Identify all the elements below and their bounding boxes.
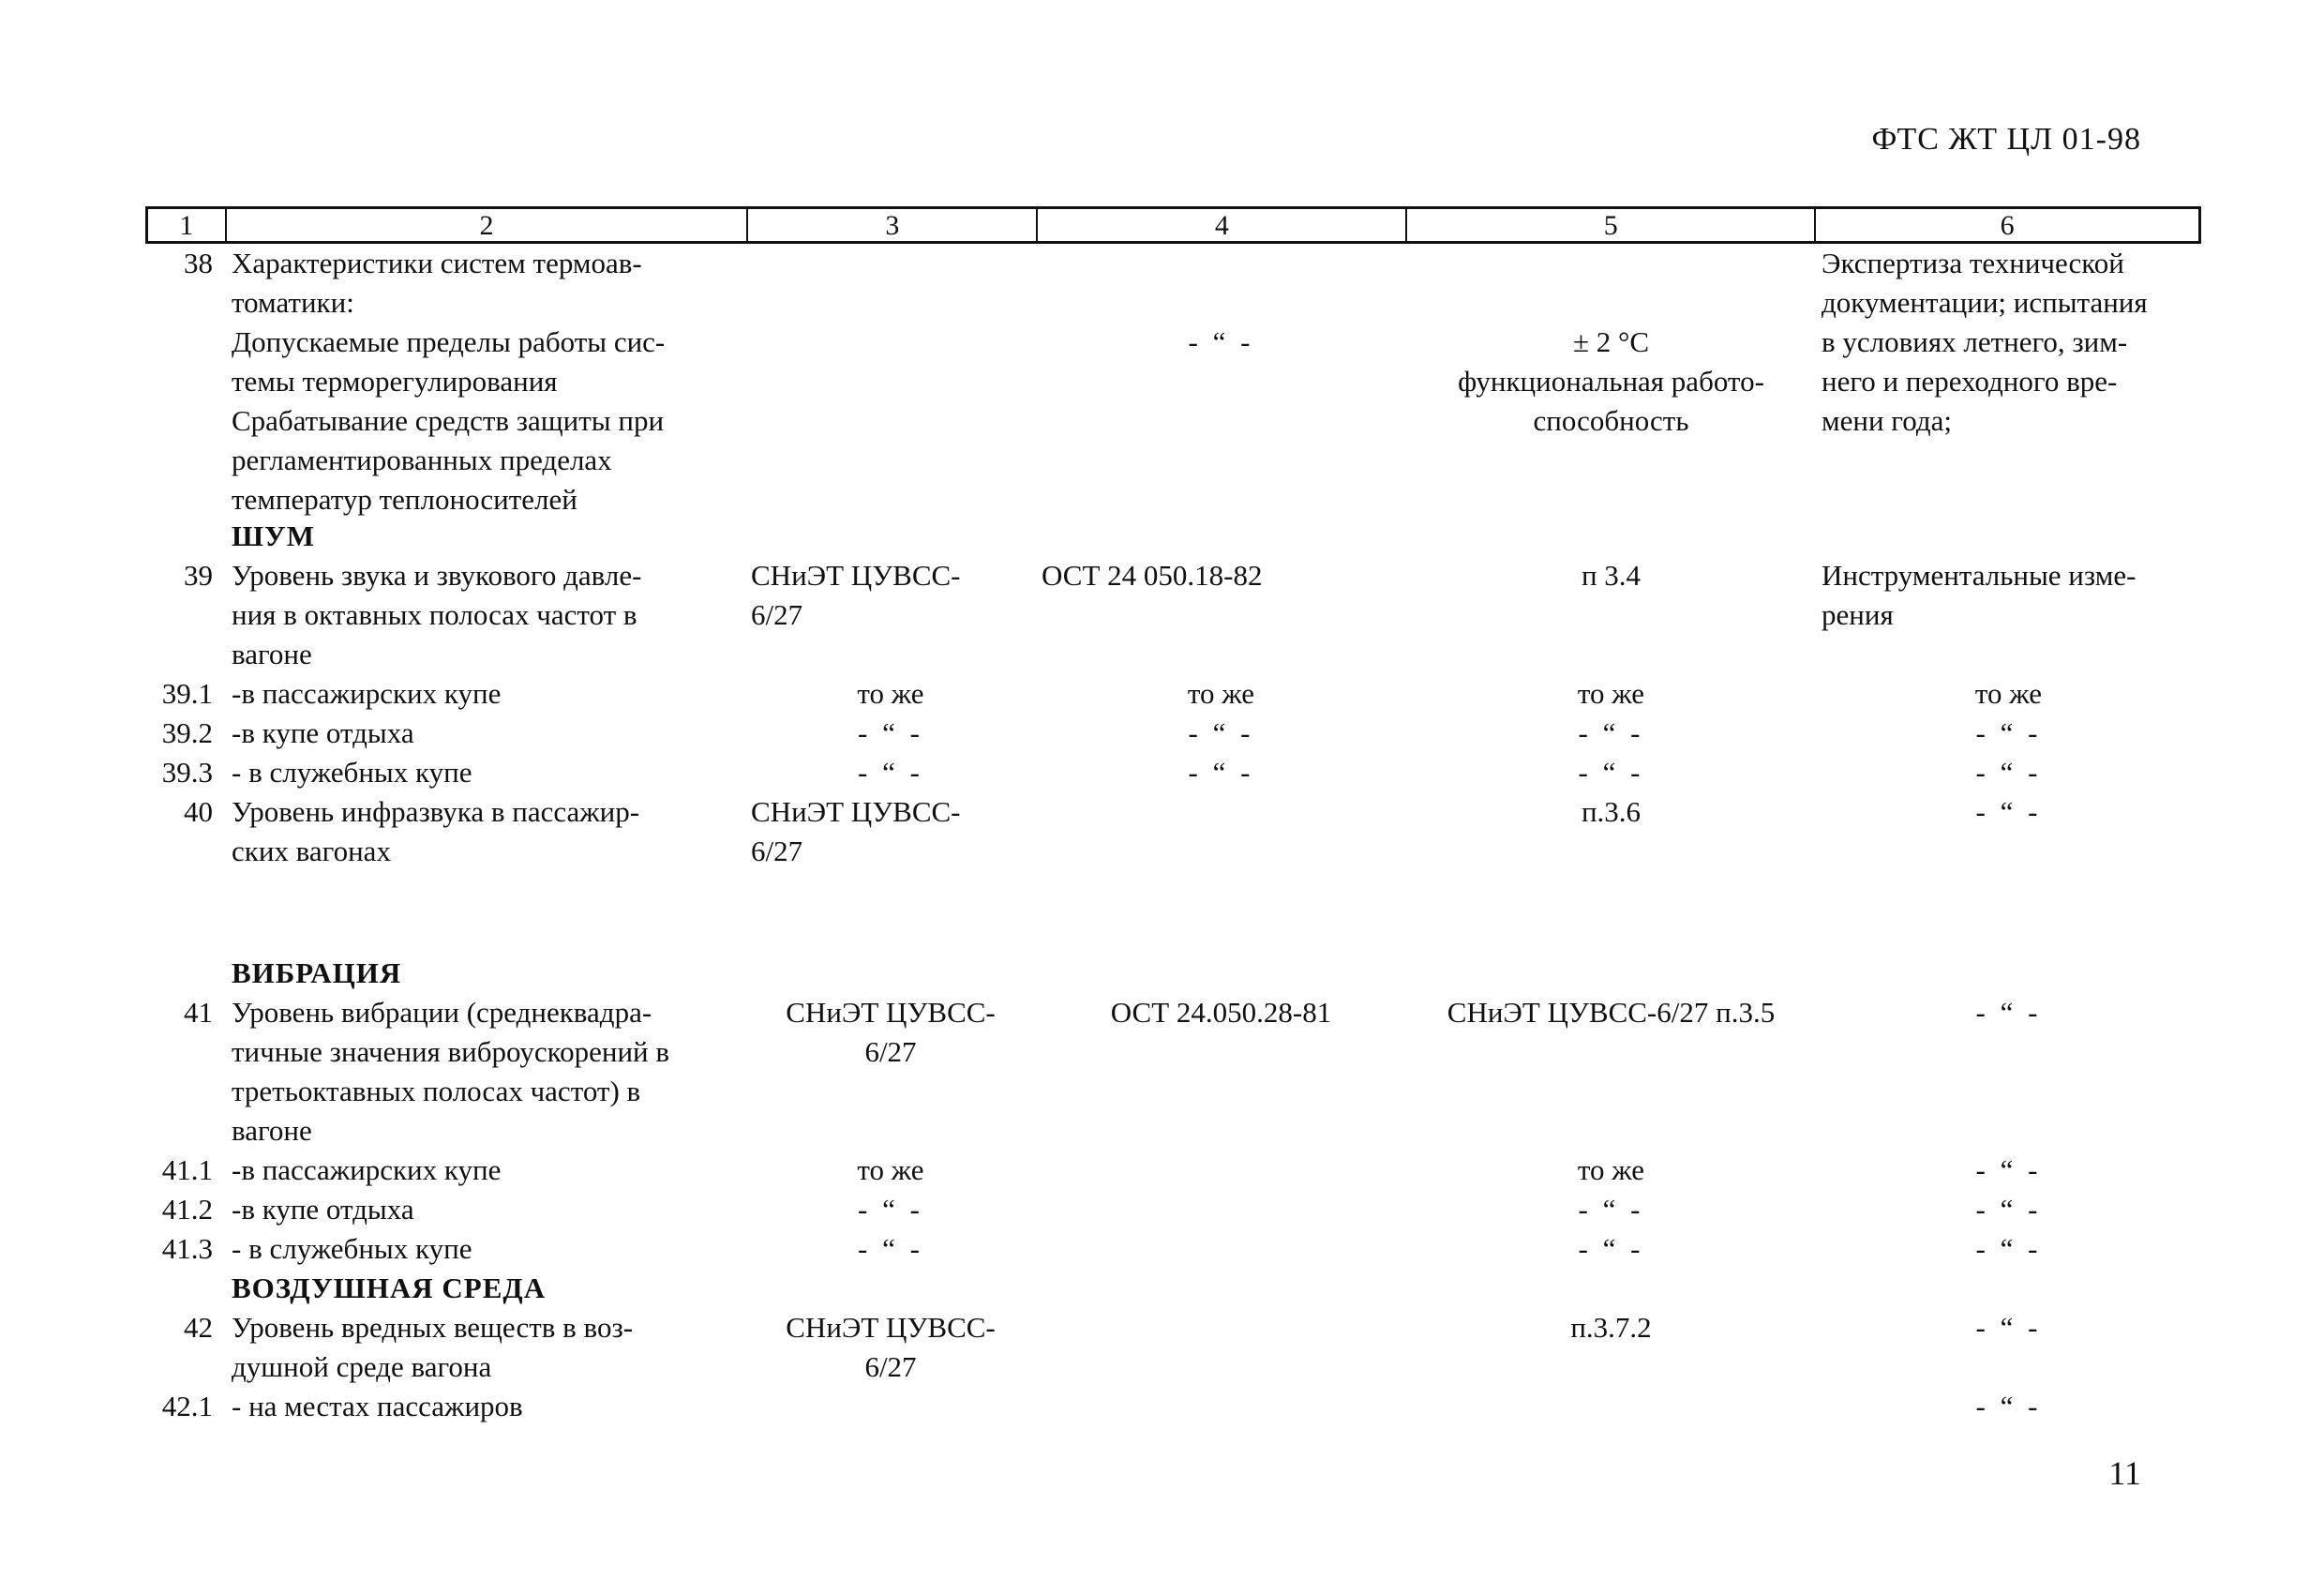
table-row xyxy=(145,1229,2201,1269)
parameter-name: Уровень вредных веществ в воз- душной среде вагона xyxy=(232,1311,634,1383)
row-number: 39.3 xyxy=(161,756,213,789)
cell-col4 xyxy=(1036,1151,1406,1190)
cell-col3: то же xyxy=(857,677,924,710)
row-number: 42.1 xyxy=(161,1390,213,1422)
cell-col5: то же xyxy=(1577,677,1645,710)
cell-col4 xyxy=(1036,1229,1406,1269)
cell-col4: ОСТ 24 050.18-82 xyxy=(1042,559,1263,592)
table-row xyxy=(145,993,2201,1151)
cell-col6: - “ - xyxy=(1975,996,2042,1029)
cell-col3: СНиЭТ ЦУВСС- 6/27 xyxy=(786,996,996,1068)
table-row xyxy=(145,1151,2201,1190)
row-number: 42 xyxy=(184,1311,213,1344)
cell-col5 xyxy=(1406,1387,1816,1426)
cell-col3: - “ - xyxy=(858,756,923,789)
table-row xyxy=(145,714,2201,753)
column-header-4: 4 xyxy=(1036,209,1405,241)
cell-col4: - “ - xyxy=(1188,325,1254,358)
table-row xyxy=(145,1190,2201,1229)
cell-col5: - “ - xyxy=(1578,1232,1644,1265)
table-row xyxy=(145,556,2201,674)
parameter-name: - на местах пассажиров xyxy=(232,1390,523,1422)
cell-col3: СНиЭТ ЦУВСС- 6/27 xyxy=(751,795,961,867)
cell-col4 xyxy=(1036,1190,1406,1229)
column-header-2: 2 xyxy=(225,209,746,241)
cell-col5: п.3.7.2 xyxy=(1570,1311,1652,1344)
parameter-name: Уровень вибрации (среднеквадра- тичные значения виброускорений в третьоктавных полосах частот) в вагоне xyxy=(232,996,670,1147)
cell-col5: п.3.6 xyxy=(1581,795,1642,828)
parameter-name: Уровень звука и звукового давле- ния в октавных полосах частот в вагоне xyxy=(232,559,642,670)
cell-col6: - “ - xyxy=(1975,756,2042,789)
cell-col4: то же xyxy=(1187,677,1255,710)
cell-col6: Экспертиза технической документации; испытания в условиях летнего, зим- него и переходного вре- мени года; xyxy=(1822,247,2148,437)
cell-col5: - “ - xyxy=(1578,1193,1644,1226)
cell-col6: - “ - xyxy=(1975,1193,2042,1226)
row-number: 39.1 xyxy=(161,677,213,710)
cell-col3: то же xyxy=(857,1153,924,1186)
row-number: 39 xyxy=(184,559,213,592)
cell-col4 xyxy=(1036,1387,1406,1426)
cell-col4: ОСТ 24.050.28-81 xyxy=(1110,996,1332,1029)
section-heading-vibration: ВИБРАЦИЯ xyxy=(232,956,402,989)
cell-col3: СНиЭТ ЦУВСС- 6/27 xyxy=(786,1311,996,1383)
row-number: 40 xyxy=(184,795,213,828)
cell-col3: СНиЭТ ЦУВСС- 6/27 xyxy=(751,559,961,631)
page-number: 11 xyxy=(2108,1454,2141,1492)
cell-col6: - “ - xyxy=(1975,1153,2042,1186)
cell-col6: - “ - xyxy=(1975,716,2042,749)
cell-col4: - “ - xyxy=(1188,716,1254,749)
row-number: 41.3 xyxy=(161,1232,213,1265)
cell-col5: - “ - xyxy=(1578,756,1644,789)
cell-col6: Инструментальные изме- рения xyxy=(1822,559,2137,631)
cell-col4 xyxy=(1036,792,1406,954)
document-code: ФТС ЖТ ЦЛ 01-98 xyxy=(1871,122,2141,157)
section-heading-air: ВОЗДУШНАЯ СРЕДА xyxy=(232,1271,547,1304)
cell-col6: то же xyxy=(1974,677,2043,710)
table-row xyxy=(145,1387,2201,1426)
parameter-name: - в служебных купе xyxy=(232,1232,472,1265)
cell-col5: - “ - xyxy=(1578,716,1644,749)
cell-col4: - “ - xyxy=(1188,756,1254,789)
row-number: 38 xyxy=(184,247,213,279)
cell-col5: ± 2 °С функциональная работо- способность xyxy=(1458,325,1764,437)
parameter-name: - в служебных купе xyxy=(232,756,472,789)
cell-col6: - “ - xyxy=(1975,1232,2042,1265)
parameter-name: Характеристики систем термоав- томатики: Допускаемые пределы работы сис- темы терморегулирования Срабатывание средств защиты при регламентированных пределах температур теплоносителей xyxy=(232,247,666,516)
cell-col3: - “ - xyxy=(858,1232,923,1265)
cell-col3: - “ - xyxy=(858,716,923,749)
cell-col4 xyxy=(1036,1308,1406,1387)
cell-col5: СНиЭТ ЦУВСС-6/27 п.3.5 xyxy=(1447,996,1776,1029)
parameter-name: -в пассажирских купе xyxy=(232,1153,502,1186)
column-header-3: 3 xyxy=(746,209,1036,241)
cell-col6: - “ - xyxy=(1975,795,2042,828)
row-number: 41.2 xyxy=(161,1193,213,1226)
parameter-name: -в пассажирских купе xyxy=(232,677,502,710)
cell-col6: - “ - xyxy=(1975,1311,2042,1344)
column-header-5: 5 xyxy=(1405,209,1814,241)
column-header-1: 1 xyxy=(179,210,194,241)
row-number: 39.2 xyxy=(161,716,213,749)
cell-col3 xyxy=(745,1387,1036,1426)
table-row xyxy=(145,753,2201,792)
table-row xyxy=(145,674,2201,714)
cell-col5: то же xyxy=(1577,1153,1645,1186)
cell-col3 xyxy=(745,244,1036,517)
cell-col3: - “ - xyxy=(858,1193,923,1226)
cell-col5: п 3.4 xyxy=(1581,559,1642,592)
parameter-name: -в купе отдыха xyxy=(232,1193,414,1226)
table-row xyxy=(145,244,2201,517)
requirements-table xyxy=(145,206,2201,1426)
parameter-name: Уровень инфразвука в пассажир- ских вагонах xyxy=(232,795,640,867)
row-number: 41 xyxy=(184,996,213,1029)
table-row xyxy=(145,792,2201,954)
section-heading-noise: ШУМ xyxy=(232,519,316,552)
table-header-row xyxy=(145,206,2201,244)
cell-col6: - “ - xyxy=(1975,1390,2042,1422)
parameter-name: -в купе отдыха xyxy=(232,716,414,749)
row-number: 41.1 xyxy=(161,1153,213,1186)
table-row xyxy=(145,1308,2201,1387)
column-header-6: 6 xyxy=(1814,209,2198,241)
